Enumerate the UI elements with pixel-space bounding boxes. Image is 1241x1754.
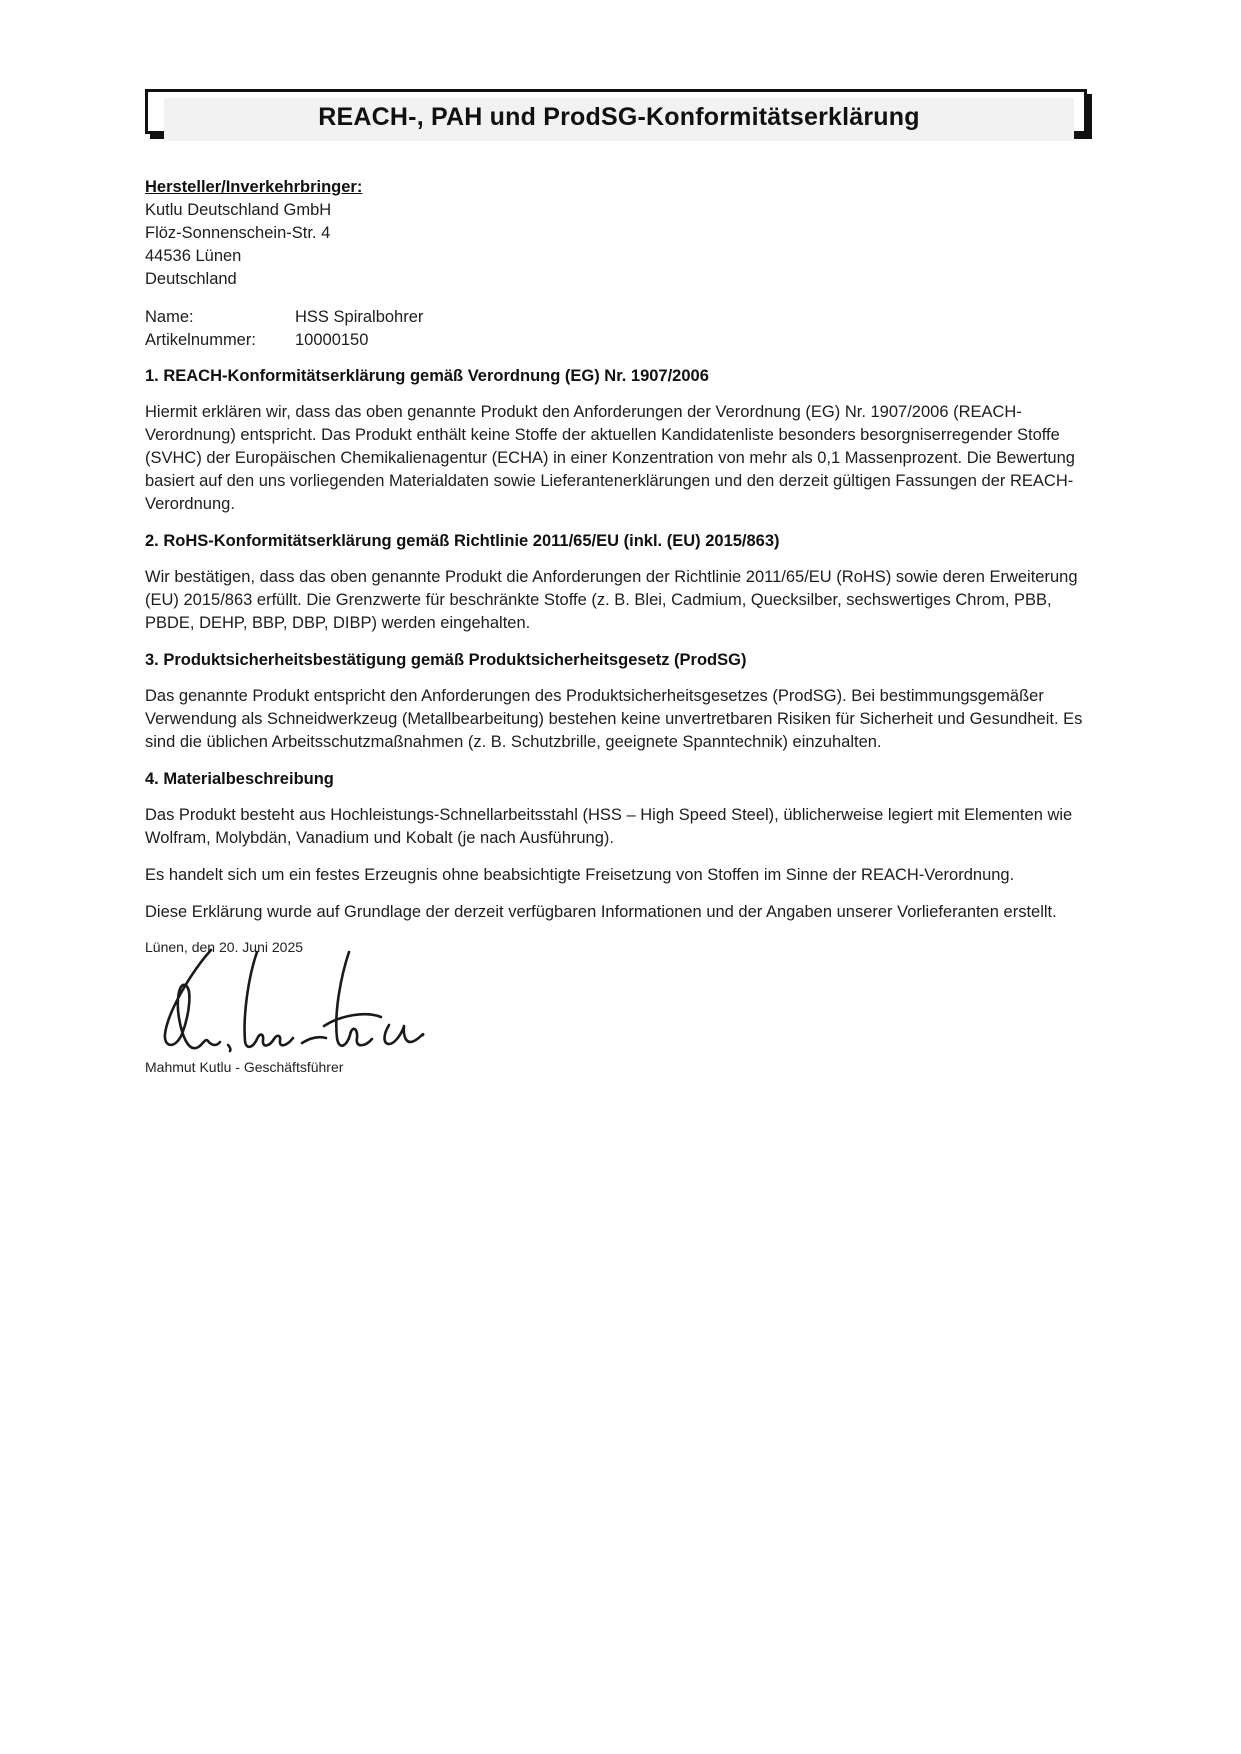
section-prodsg-paragraph: Das genannte Produkt entspricht den Anforderungen des Produktsicherheitsgesetzes (ProdSG). Bei bestimmungsgemäßer Verwendung als Schneidwerkzeug (Metallbearbeitung) bestehen keine unvertretbaren Risiken für Sicherheit und Gesundheit. Es sind die üblichen Arbeitsschutzmaßnahmen (z. B. Schutzbrille, geeignete Spanntechnik) einzuhalten. bbox=[145, 687, 1083, 751]
document-title: REACH-, PAH und ProdSG-Konformitätserklärung bbox=[164, 98, 1074, 141]
section-rohs bbox=[145, 530, 1087, 635]
manufacturer-block bbox=[145, 176, 1087, 291]
title-box bbox=[145, 89, 1087, 134]
section-material bbox=[145, 768, 1087, 924]
section-rohs-paragraph: Wir bestätigen, dass das oben genannte Produkt die Anforderungen der Richtlinie 2011/65/EU (RoHS) sowie deren Erweiterung (EU) 2015/863 erfüllt. Die Grenzwerte für beschränkte Stoffe (z. B. Blei, Cadmium, Quecksilber, sechswertiges Chrom, PBB, PBDE, DEHP, BBP, DBP, DIBP) werden eingehalten. bbox=[145, 568, 1078, 632]
place-date: Lünen, den 20. Juni 2025 bbox=[145, 939, 304, 955]
section-prodsg bbox=[145, 649, 1087, 754]
article-number-label: Artikelnummer: bbox=[145, 331, 256, 349]
section-material-heading: 4. Materialbeschreibung bbox=[145, 770, 334, 788]
product-block bbox=[145, 306, 1087, 352]
handwritten-signature-icon bbox=[151, 944, 441, 1056]
section-prodsg-heading: 3. Produktsicherheitsbestätigung gemäß Produktsicherheitsgesetz (ProdSG) bbox=[145, 651, 747, 669]
section-reach-heading: 1. REACH-Konformitätserklärung gemäß Verordnung (EG) Nr. 1907/2006 bbox=[145, 367, 709, 385]
section-material-paragraph-3: Diese Erklärung wurde auf Grundlage der derzeit verfügbaren Informationen und der Angaben unserer Vorlieferanten erstellt. bbox=[145, 903, 1057, 921]
section-rohs-heading: 2. RoHS-Konformitätserklärung gemäß Richtlinie 2011/65/EU (inkl. (EU) 2015/863) bbox=[145, 532, 780, 550]
manufacturer-heading: Hersteller/Inverkehrbringer: bbox=[145, 178, 363, 196]
section-material-paragraph-1: Das Produkt besteht aus Hochleistungs-Schnellarbeitsstahl (HSS – High Speed Steel), üblicherweise legiert mit Elementen wie Wolfram, Molybdän, Vanadium und Kobalt (je nach Ausführung). bbox=[145, 806, 1073, 847]
address-line-company: Kutlu Deutschland GmbH bbox=[145, 201, 332, 219]
address-line-street: Flöz-Sonnenschein-Str. 4 bbox=[145, 224, 331, 242]
section-reach bbox=[145, 365, 1087, 516]
signer-name: Mahmut Kutlu - Geschäftsführer bbox=[145, 1059, 344, 1075]
signature-block bbox=[145, 938, 1087, 1076]
product-name-label: Name: bbox=[145, 308, 194, 326]
section-material-paragraph-2: Es handelt sich um ein festes Erzeugnis ohne beabsichtigte Freisetzung von Stoffen im Sinne der REACH-Verordnung. bbox=[145, 866, 1015, 884]
section-reach-paragraph: Hiermit erklären wir, dass das oben genannte Produkt den Anforderungen der Verordnung (EG) Nr. 1907/2006 (REACH-Verordnung) entspricht. Das Produkt enthält keine Stoffe der aktuellen Kandidatenliste besonders besorgniserregender Stoffe (SVHC) der Europäischen Chemikalienagentur (ECHA) in einer Konzentration von mehr als 0,1 Massenprozent. Die Bewertung basiert auf den uns vorliegenden Materialdaten sowie Lieferantenerklärungen und den derzeit gültigen Fassungen der REACH-Verordnung. bbox=[145, 403, 1075, 513]
product-name-row bbox=[145, 306, 1087, 329]
article-number-row bbox=[145, 329, 1087, 352]
address-line-country: Deutschland bbox=[145, 270, 237, 288]
product-name-value: HSS Spiralbohrer bbox=[295, 308, 424, 326]
address-line-city: 44536 Lünen bbox=[145, 247, 242, 265]
article-number-value: 10000150 bbox=[295, 331, 369, 349]
